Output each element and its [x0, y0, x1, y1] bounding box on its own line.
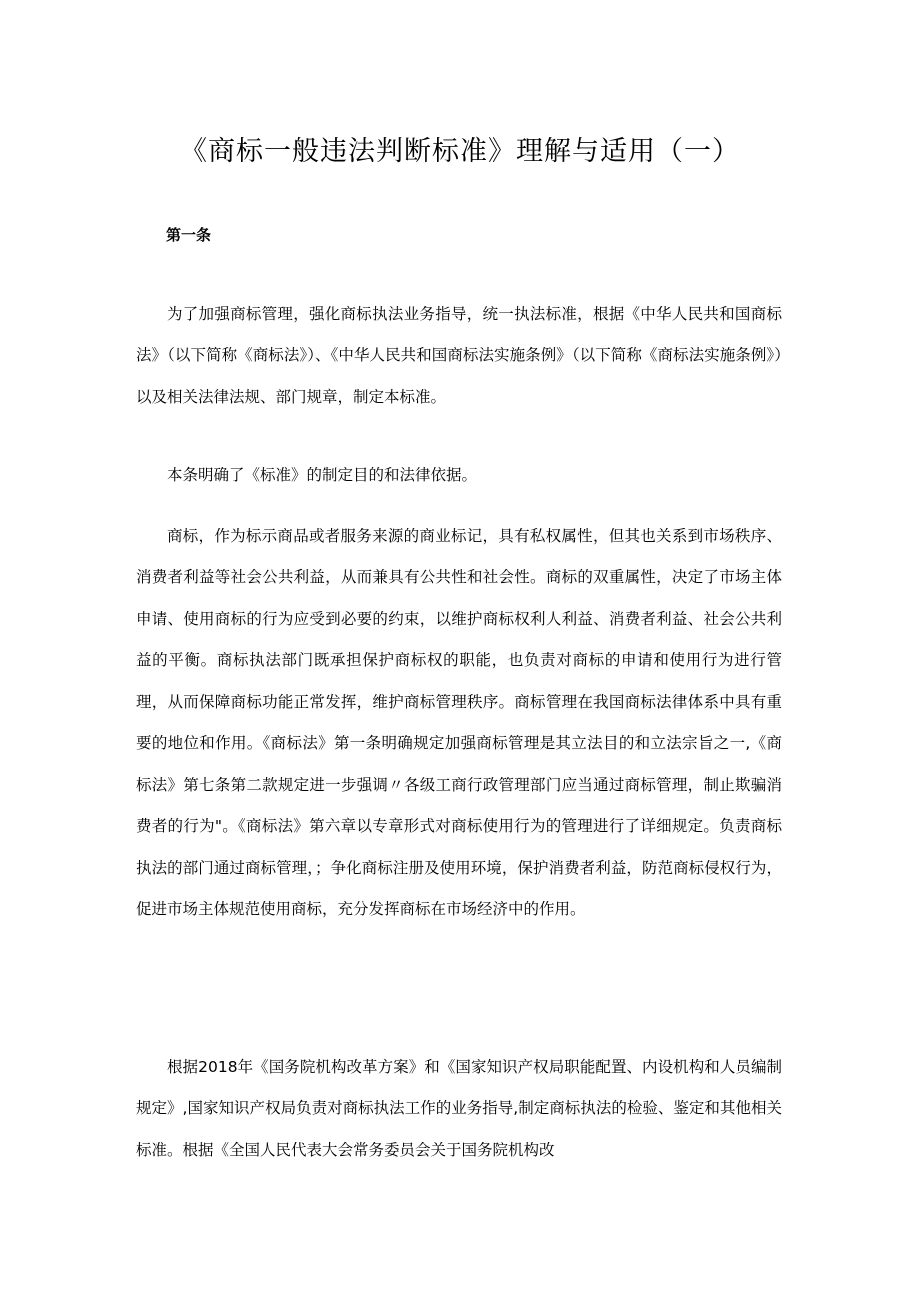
- document-title: 《商标一般违法判断标准》理解与适用（一）: [180, 136, 740, 167]
- article-heading: 第一条: [166, 226, 212, 244]
- paragraph-institutional-basis: 根据2018年《国务院机构改革方案》和《国家知识产权局职能配置、内设机构和人员编制规定》,国家知识产权局负责对商标执法工作的业务指导,制定商标执法的检验、鉴定和其他相关标准。根据《全国人民代表大会常务委员会关于国务院机构改: [136, 1057, 782, 1159]
- paragraph-purpose: 为了加强商标管理，强化商标执法业务指导，统一执法标准，根据《中华人民共和国商标法》（以下简称《商标法》）、《中华人民共和国商标法实施条例》（以下简称《商标法实施条例》）以及相关法律法规、部门规章，制定本标准。: [136, 304, 782, 406]
- paragraph-trademark-attributes: 商标，作为标示商品或者服务来源的商业标记，具有私权属性，但其也关系到市场秩序、消费者利益等社会公共利益，从而兼具有公共性和社会性。商标的双重属性，决定了市场主体申请、使用商标的行为应受到必要的约束，以维护商标权利人利益、消费者利益、社会公共利益的平衡。商标执法部门既承担保护商标权的职能，也负责对商标的申请和使用行为进行管理，从而保障商标功能正常发挥，维护商标管理秩序。商标管理在我国商标法律体系中具有重要的地位和作用。《商标法》第一条明确规定加强商标管理是其立法目的和立法宗旨之一,《商标法》第七条第二款规定进一步强调〃各级工商行政管理部门应当通过商标管理，制止欺骗消费者的行为"。《商标法》第六章以专章形式对商标使用行为的管理进行了详细规定。负责商标执法的部门通过商标管理，；争化商标注册及使用环境，保护消费者利益，防范商标侵权行为，促进市场主体规范使用商标，充分发挥商标在市场经济中的作用。: [136, 526, 782, 918]
- paragraph-summary: 本条明确了《标准》的制定目的和法律依据。: [167, 465, 478, 484]
